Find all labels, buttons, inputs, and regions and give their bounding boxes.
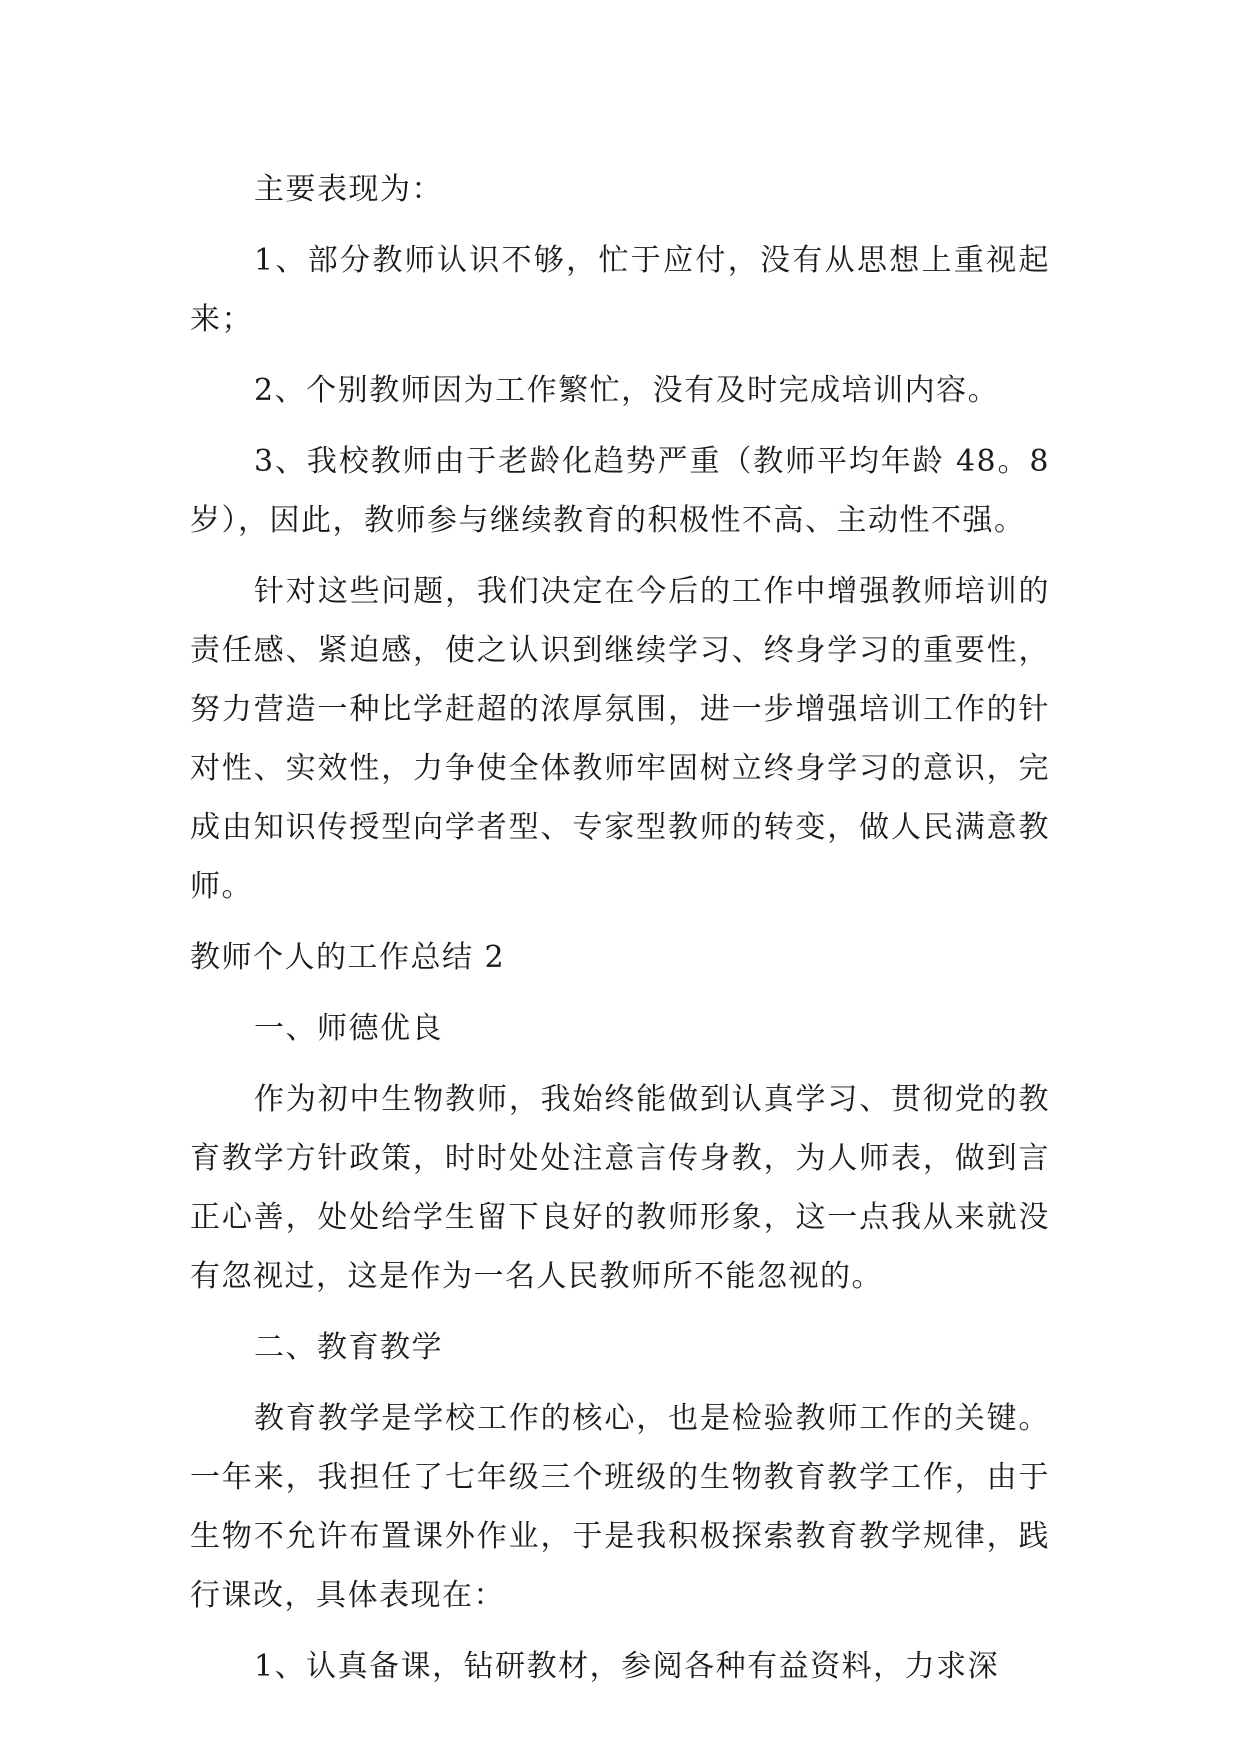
- paragraph-item-2: 2、个别教师因为工作繁忙，没有及时完成培训内容。: [254, 373, 1000, 408]
- paragraph-lesson-prep: 1、认真备课，钻研教材，参阅各种有益资料，力求深: [254, 1649, 1000, 1684]
- subheading-teacher-ethics: 一、师德优良: [254, 1011, 443, 1046]
- paragraph-education-teaching: 教育教学是学校工作的核心，也是检验教师工作的关键。一年来，我担任了七年级三个班级的生物教育教学工作，由于生物不允许布置课外作业，于是我积极探索教育教学规律，践行课改，具体表现在：: [190, 1401, 1050, 1613]
- subheading-education-teaching: 二、教育教学: [254, 1330, 443, 1365]
- document-page: [190, 160, 1050, 1708]
- paragraph-item-3: 3、我校教师由于老龄化趋势严重（教师平均年龄 48。8 岁），因此，教师参与继续教育的积极性不高、主动性不强。: [190, 444, 1050, 538]
- paragraph-teacher-ethics: 作为初中生物教师，我始终能做到认真学习、贯彻党的教育教学方针政策，时时处处注意言传身教，为人师表，做到言正心善，处处给学生留下良好的教师形象，这一点我从来就没有忽视过，这是作为一名人民教师所不能忽视的。: [190, 1082, 1050, 1294]
- paragraph-item-1: 1、部分教师认识不够，忙于应付，没有从思想上重视起来；: [190, 243, 1050, 337]
- paragraph-improvement-plan: 针对这些问题，我们决定在今后的工作中增强教师培训的责任感、紧迫感，使之认识到继续学习、终身学习的重要性，努力营造一种比学赶超的浓厚氛围，进一步增强培训工作的针对性、实效性，力争使全体教师牢固树立终身学习的意识，完成由知识传授型向学者型、专家型教师的转变，做人民满意教师。: [190, 574, 1050, 904]
- paragraph-main-performance: 主要表现为：: [254, 172, 443, 207]
- section-title: 教师个人的工作总结 2: [190, 940, 506, 975]
